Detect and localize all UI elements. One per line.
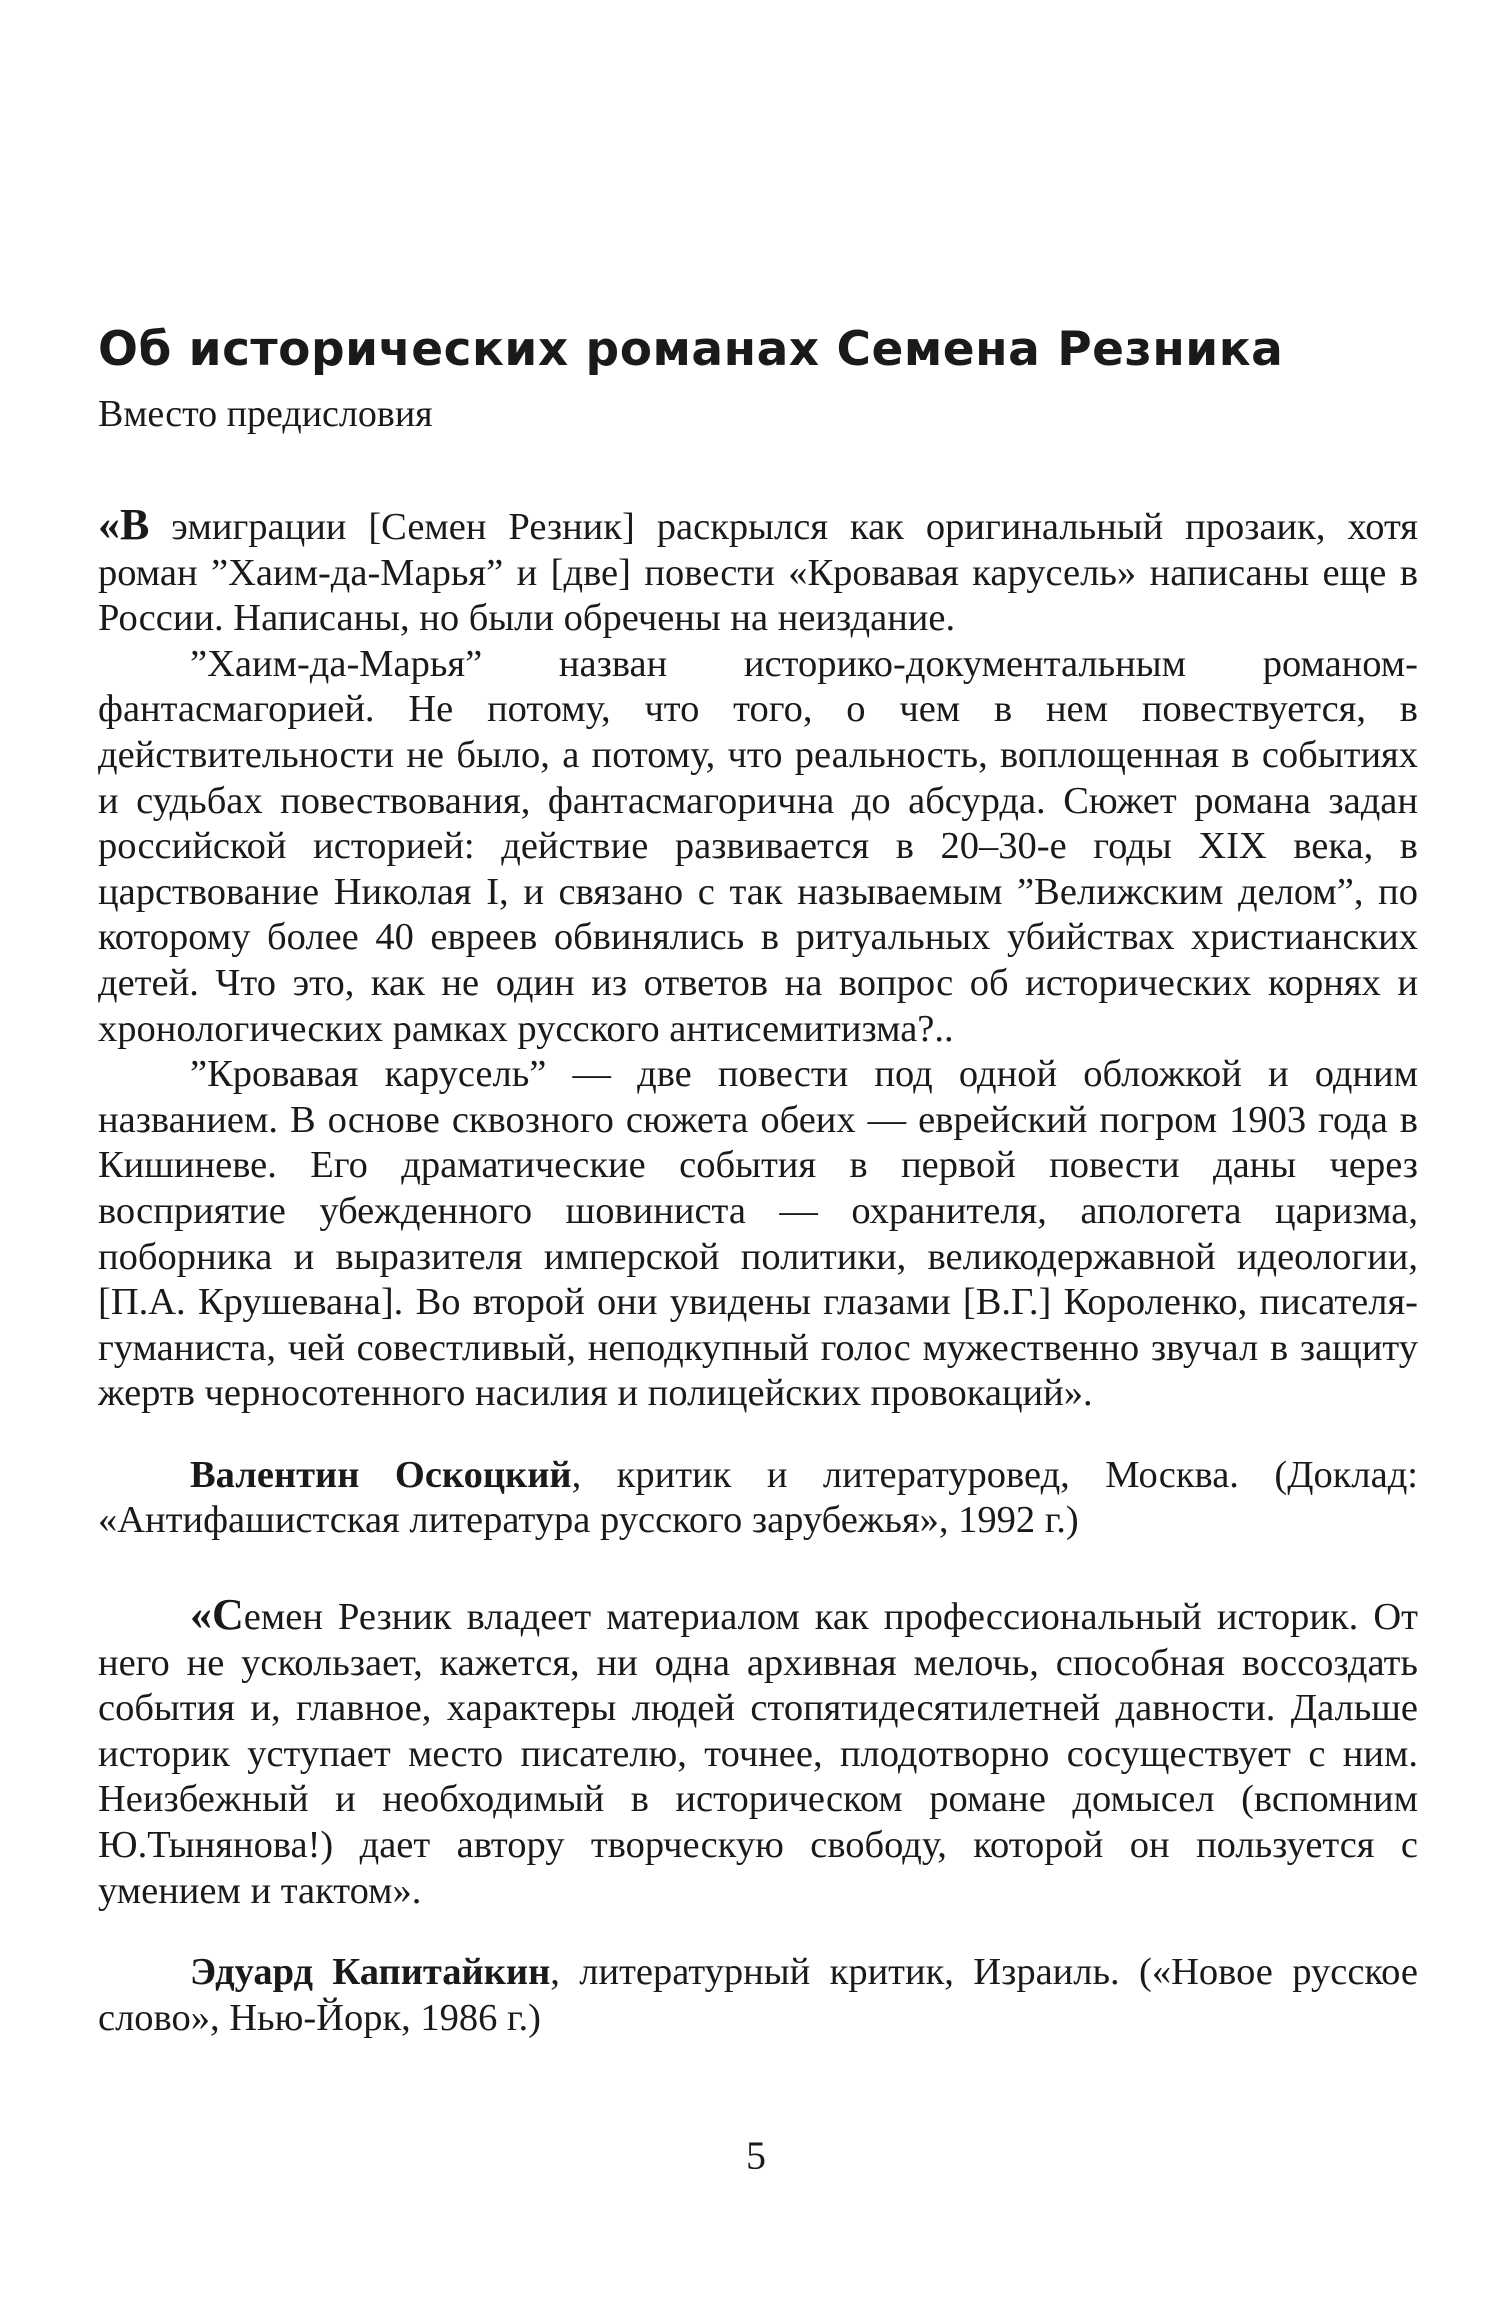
quote-1-paragraph-1-text: эмиграции [Семен Резник] раскрылся как оригинальный прозаик, хотя роман ”Хаим-да-Марья” и [две] повести «Кровавая карусель» написаны еще в России. Написаны, но были обречены на неиздание.: [98, 506, 1418, 640]
page-title: Об исторических романах Семена Резника: [98, 322, 1284, 377]
quote-2-paragraph: [98, 1592, 1418, 1914]
quote-1-paragraph-3: ”Кровавая карусель” — две повести под одной обложкой и одним названием. В основе сквозного сюжета обеих — еврейский погром 1903 года в Кишиневе. Его драматические события в первой повести даны через восприятие убежденного шовиниста — охранителя, апологета царизма, поборника и выразителя имперской политики, великодержавной идеологии, [П.А. Крушевана]. Во второй они увидены глазами [В.Г.] Короленко, писателя-гуманиста, чей совестливый, неподкупный голос мужественно звучал в защиту жертв черносотенного насилия и полицейских провокаций».: [98, 1053, 1418, 1415]
quote-1-paragraph-2: ”Хаим-да-Марья” назван историко-документальным романом-фантасмагорией. Не потому, что того, о чем в нем повествуется, в действительности не было, а потому, что реальность, воплощенная в событиях и судьбах повествования, фантасмагорична до абсурда. Сюжет романа задан российской историей: действие развивается в 20–30-е годы XIX века, в царствование Николая I, и связано с так называемым ”Велижским делом”, по которому более 40 евреев обвинялись в ритуальных убийствах христианских детей. Что это, как не один из ответов на вопрос об исторических корнях и хронологических рамках русского антисемитизма?..: [98, 642, 1418, 1050]
quote-1-paragraph-1: [98, 502, 1418, 642]
attribution-1-author: Валентин Оскоцкий: [190, 1453, 572, 1496]
page-subtitle: Вместо предисловия: [98, 393, 433, 435]
review-quote-1: [98, 502, 1418, 1417]
quote-1-lead: «В: [98, 500, 150, 549]
page-content: [98, 320, 1418, 2041]
page-number: 5: [746, 2133, 766, 2178]
attribution-2-author: Эдуард Капитайкин: [190, 1951, 551, 1994]
attribution-1: [98, 1453, 1418, 1544]
attribution-2: [98, 1950, 1418, 2041]
attribution-1-details: , критик и литературовед, Москва. (Доклад: «Антифашистская литература русского зарубежья», 1992 г.): [98, 1453, 1418, 1542]
quote-2-text: емен Резник владеет материалом как профессиональный историк. От него не ускользает, кажется, ни одна архивная мелочь, способная воссоздать события и, главное, характеры людей стопятидесятилетней давности. Дальше историк уступает место писателю, точнее, плодотворно сосуществует с ним. Неизбежный и необходимый в историческом романе домысел (вспомним Ю.Тынянова!) дает автору творческую свободу, которой он пользуется с умением и тактом».: [98, 1596, 1418, 1912]
review-quote-2: [98, 1592, 1418, 1914]
quote-2-lead: «С: [190, 1590, 244, 1640]
attribution-2-details: , литературный критик, Израиль. («Новое русское слово», Нью-Йорк, 1986 г.): [98, 1951, 1418, 2039]
